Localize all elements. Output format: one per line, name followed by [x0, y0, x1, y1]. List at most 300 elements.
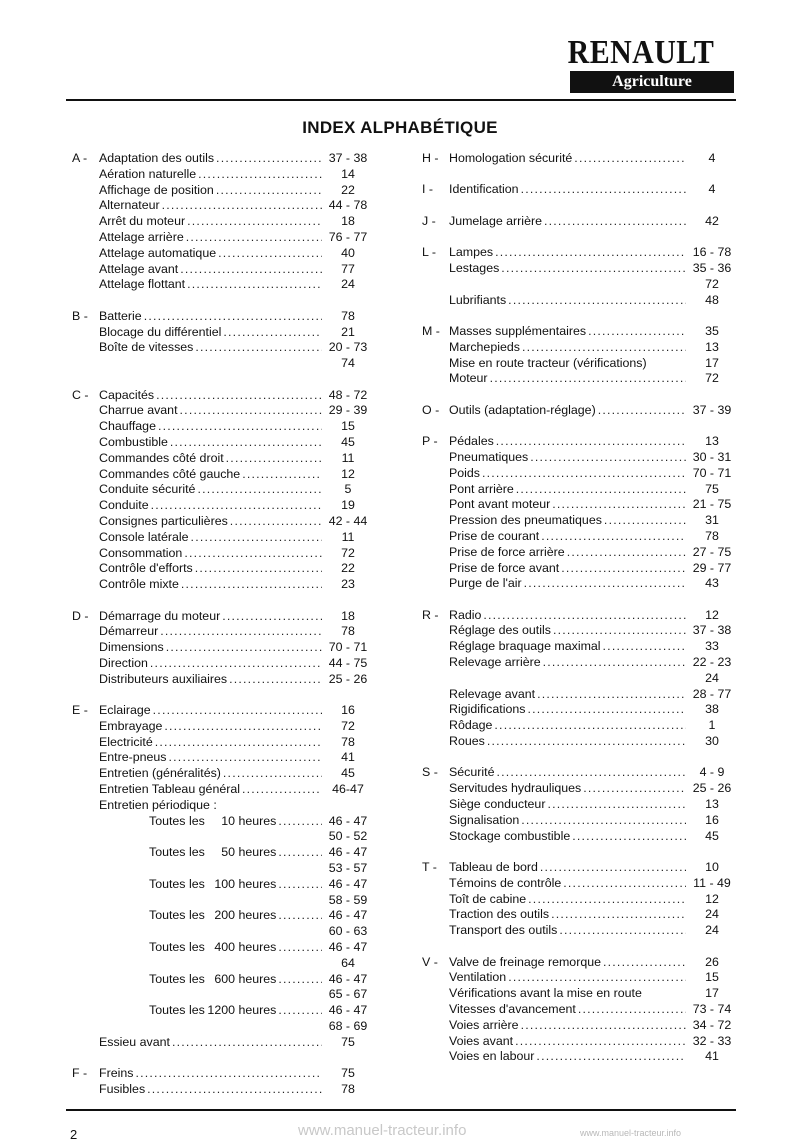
entry-label: Tableau de bord: [449, 860, 538, 875]
interval-label: [99, 845, 276, 861]
section-letter: S -: [422, 765, 438, 780]
entry-pages: 23: [341, 577, 355, 592]
entry-pages: 46 - 47: [328, 845, 368, 860]
dot-leader: [547, 797, 686, 813]
interval-label: [99, 814, 276, 830]
index-entry: [72, 435, 372, 451]
dot-leader: [155, 735, 322, 751]
dot-leader: [242, 782, 322, 798]
entry-pages-continued: [72, 1019, 372, 1035]
entry-label: Identification: [449, 182, 519, 197]
entry-label: Contrôle mixte: [99, 577, 179, 592]
dot-leader: [187, 214, 322, 230]
entry-pages: 22 - 23: [692, 655, 732, 670]
dot-leader: [515, 1034, 686, 1050]
index-entry: [72, 750, 372, 766]
entry-label: Console latérale: [99, 529, 189, 544]
maintenance-interval: [72, 940, 372, 956]
dot-leader: [588, 324, 686, 340]
entry-label: Attelage automatique: [99, 245, 217, 260]
entry-pages: 45: [341, 434, 355, 449]
entry-pages: 78: [341, 624, 355, 639]
entry-label: Homologation sécurité: [449, 151, 573, 165]
entry-label: Purge de l'air: [449, 576, 522, 591]
interval-hours: 1200: [207, 1003, 235, 1018]
entry-label: Traction des outils: [449, 907, 550, 922]
entry-pages-continued: [72, 861, 372, 877]
dot-leader: [516, 482, 686, 498]
index-column-left: [72, 151, 372, 1113]
entry-label: Pont avant moteur: [449, 497, 551, 512]
index-section: [72, 703, 372, 1051]
dot-leader: [198, 167, 322, 183]
entry-label: Charrue avant: [99, 403, 178, 418]
section-letter: R -: [422, 607, 439, 622]
dot-leader: [216, 151, 322, 167]
entry-label: Attelage flottant: [99, 277, 186, 292]
interval-word: Toutes les: [149, 813, 205, 828]
entry-pages: 46 - 47: [328, 908, 368, 923]
entry-pages: 12: [341, 466, 355, 481]
logo-brand-name: RENAULT: [567, 34, 715, 71]
dot-leader: [195, 340, 322, 356]
index-entry: [422, 466, 736, 482]
entry-pages: 29 - 77: [692, 560, 732, 575]
index-entry: [72, 419, 372, 435]
dot-leader: [186, 230, 322, 246]
entry-pages: 21: [341, 324, 355, 339]
entry-label: Démarreur: [99, 624, 159, 639]
entry-label: Prise de force avant: [449, 560, 560, 575]
dot-leader: [490, 371, 686, 387]
dot-leader: [496, 434, 686, 450]
dot-leader: [230, 514, 322, 530]
dot-leader: [508, 970, 686, 986]
entry-label: Entretien Tableau général: [99, 782, 240, 797]
dot-leader: [278, 972, 322, 988]
entry-pages: 30 - 31: [692, 449, 732, 464]
entry-label: Direction: [99, 655, 148, 670]
entry-label: Aération naturelle: [99, 166, 197, 181]
index-entry: [72, 735, 372, 751]
entry-pages: 13: [705, 434, 719, 449]
entry-label: Démarrage du moteur: [99, 608, 221, 623]
section-letter: D -: [72, 608, 89, 623]
dot-leader: [218, 246, 322, 262]
entry-pages: 46 - 47: [328, 876, 368, 891]
entry-label: Pression des pneumatiques: [449, 513, 602, 528]
entry-label: Radio: [449, 607, 482, 622]
entry-label: Combustible: [99, 434, 168, 449]
entry-label: Attelage arrière: [99, 229, 184, 244]
footer-rule: [66, 1109, 736, 1111]
interval-unit: heures: [238, 940, 277, 955]
index-section: [72, 388, 372, 593]
entry-pages-extra: 50 - 52: [328, 829, 368, 844]
entry-pages: 12: [705, 891, 719, 906]
dot-leader: [223, 766, 322, 782]
entry-pages: 22: [341, 561, 355, 576]
watermark-small: www.manuel-tracteur.info: [580, 1128, 682, 1138]
index-entry: [72, 514, 372, 530]
dot-leader: [544, 214, 686, 230]
interval-unit: heures: [238, 813, 277, 828]
interval-unit: heures: [238, 845, 277, 860]
index-entry: [422, 340, 736, 356]
entry-label: Réglage braquage maximal: [449, 639, 601, 654]
entry-label: Consignes particulières: [99, 513, 228, 528]
dot-leader: [162, 198, 322, 214]
dot-leader: [180, 403, 322, 419]
dot-leader: [536, 1049, 686, 1065]
entry-pages: 24: [705, 923, 719, 938]
entry-pages-extra: 24: [705, 670, 719, 685]
entry-pages: 10: [705, 860, 719, 875]
entry-pages-extra: 68 - 69: [328, 1019, 368, 1034]
entry-pages: 22: [341, 182, 355, 197]
entry-pages: 78: [341, 308, 355, 323]
entry-label: Conduite: [99, 498, 149, 513]
section-letter: B -: [72, 308, 88, 323]
entry-pages-continued: [72, 924, 372, 940]
entry-pages-continued: [72, 987, 372, 1003]
dot-leader: [144, 309, 322, 325]
index-entry: [72, 246, 372, 262]
index-entry: [72, 624, 372, 640]
interval-word: Toutes les: [149, 908, 205, 923]
entry-label: Valve de freinage remorque: [449, 954, 601, 969]
entry-pages: 11 - 49: [693, 875, 731, 890]
entry-pages-extra: 65 - 67: [328, 987, 368, 1002]
entry-pages: 78: [705, 528, 719, 543]
entry-label: Vérifications avant la mise en route: [449, 986, 642, 1001]
entry-label: Attelage avant: [99, 261, 179, 276]
interval-hours: 100: [214, 876, 235, 891]
entry-pages: 4: [708, 182, 716, 197]
dot-leader: [540, 860, 686, 876]
entry-pages: 78: [341, 734, 355, 749]
index-entry: [422, 513, 736, 529]
entry-label: Sécurité: [449, 765, 495, 780]
index-section: [422, 860, 736, 939]
watermark: www.manuel-tracteur.info: [298, 1122, 467, 1139]
index-entry: [72, 340, 372, 356]
index-section: [72, 1066, 372, 1098]
section-letter: O -: [422, 402, 440, 417]
index-entry: [422, 765, 736, 781]
maintenance-interval: [72, 877, 372, 893]
dot-leader: [172, 1035, 322, 1051]
dot-leader: [541, 529, 686, 545]
entry-label: Prise de force arrière: [449, 544, 565, 559]
index-entry: [72, 766, 372, 782]
index-entry: [72, 609, 372, 625]
index-entry: [72, 798, 372, 814]
entry-pages: 24: [705, 907, 719, 922]
index-entry: [422, 434, 736, 450]
entry-pages-extra: 74: [341, 356, 355, 371]
index-entry: [422, 734, 736, 750]
entry-label: Poids: [449, 465, 480, 480]
entry-pages: 46-47: [332, 782, 364, 797]
interval-hours: 10: [221, 813, 235, 828]
entry-label: Lestages: [449, 260, 500, 275]
index-entry: [422, 892, 736, 908]
index-entry: [422, 293, 736, 309]
entry-label: Capacités: [99, 387, 155, 402]
dot-leader: [495, 245, 686, 261]
entry-pages: 11: [341, 450, 355, 465]
index-section: [422, 955, 736, 1066]
index-entry: [422, 450, 736, 466]
dot-leader: [184, 546, 322, 562]
entry-label: Voies en labour: [449, 1049, 535, 1064]
interval-word: Toutes les: [149, 845, 205, 860]
entry-label: Transport des outils: [449, 923, 558, 938]
index-section: [422, 214, 736, 230]
interval-hours: 600: [214, 971, 235, 986]
logo-brand-sub: Agriculture: [570, 71, 734, 93]
index-section: [72, 609, 372, 688]
dot-leader: [226, 451, 322, 467]
entry-pages: 41: [341, 750, 355, 765]
entry-label: Commandes côté droit: [99, 450, 224, 465]
entry-label: Distributeurs auxiliaires: [99, 671, 228, 686]
dot-leader: [164, 719, 322, 735]
interval-unit: heures: [238, 876, 277, 891]
dot-leader: [604, 513, 686, 529]
interval-label: [99, 908, 276, 924]
entry-label: Marchepieds: [449, 339, 520, 354]
entry-label: Toît de cabine: [449, 891, 527, 906]
index-entry: [422, 214, 736, 230]
entry-label: Arrêt du moteur: [99, 214, 186, 229]
entry-pages: 44 - 78: [328, 198, 368, 213]
entry-pages: 16: [341, 703, 355, 718]
entry-pages: 15: [341, 419, 355, 434]
entry-pages: 17: [705, 355, 719, 370]
entry-pages: 11: [341, 529, 355, 544]
entry-pages: 37 - 39: [692, 402, 732, 417]
interval-label: [99, 972, 276, 988]
index-entry: [72, 530, 372, 546]
entry-label: Relevage arrière: [449, 655, 541, 670]
entry-pages: 72: [341, 545, 355, 560]
index-entry: [422, 245, 736, 261]
index-entry: [422, 482, 736, 498]
entry-pages-continued: [72, 956, 372, 972]
entry-label: Stockage combustible: [449, 828, 571, 843]
index-entry: [422, 876, 736, 892]
index-column-right: [422, 151, 736, 1081]
entry-pages: 4: [708, 151, 716, 165]
entry-pages: 40: [341, 245, 355, 260]
dot-leader: [603, 955, 686, 971]
section-letter: J -: [422, 213, 436, 228]
entry-pages: 13: [705, 339, 719, 354]
maintenance-interval: [72, 972, 372, 988]
index-entry: [72, 467, 372, 483]
dot-leader: [483, 608, 686, 624]
index-entry: [72, 782, 372, 798]
index-section: [422, 245, 736, 308]
index-entry: [422, 970, 736, 986]
dot-leader: [160, 624, 322, 640]
dot-leader: [530, 450, 686, 466]
entry-pages: 41: [705, 1049, 719, 1064]
dot-leader: [278, 877, 322, 893]
interval-unit: heures: [238, 908, 277, 923]
entry-label: Ventilation: [449, 970, 507, 985]
index-entry: [72, 719, 372, 735]
dot-leader: [501, 261, 686, 277]
entry-label: Jumelage arrière: [449, 213, 542, 228]
index-entry: [72, 1082, 372, 1098]
dot-leader: [598, 403, 686, 419]
index-entry: [72, 561, 372, 577]
dot-leader: [156, 388, 322, 404]
entry-label: Blocage du différentiel: [99, 324, 222, 339]
index-entry: [72, 672, 372, 688]
entry-pages-extra: 58 - 59: [328, 892, 368, 907]
entry-pages-continued: [422, 277, 736, 293]
dot-leader: [521, 1018, 686, 1034]
dot-leader: [195, 561, 322, 577]
index-entry: [72, 577, 372, 593]
dot-leader: [521, 182, 686, 198]
interval-label: [99, 1003, 276, 1019]
index-entry: [422, 702, 736, 718]
entry-pages: 46 - 47: [328, 1003, 368, 1018]
entry-pages-continued: [72, 893, 372, 909]
index-entry: [422, 639, 736, 655]
entry-pages-extra: 64: [341, 955, 355, 970]
entry-pages-continued: [72, 829, 372, 845]
entry-label: Commandes côté gauche: [99, 466, 241, 481]
dot-leader: [187, 277, 322, 293]
entry-pages: 72: [705, 371, 719, 386]
dot-leader: [528, 892, 686, 908]
dot-leader: [181, 577, 322, 593]
dot-leader: [278, 940, 322, 956]
section-letter: I -: [422, 182, 434, 197]
index-entry: [422, 860, 736, 876]
entry-pages: 75: [341, 1034, 355, 1049]
dot-leader: [278, 908, 322, 924]
index-entry: [422, 655, 736, 671]
index-section: [422, 324, 736, 387]
index-entry: [422, 182, 736, 198]
index-section: [422, 608, 736, 750]
dot-leader: [578, 1002, 686, 1018]
entry-pages: 24: [341, 277, 355, 292]
entry-pages: 42 - 44: [328, 513, 368, 528]
dot-leader: [551, 907, 686, 923]
entry-pages: 37 - 38: [328, 151, 368, 165]
entry-pages: 27 - 75: [692, 544, 732, 559]
page-title: INDEX ALPHABÉTIQUE: [302, 118, 498, 137]
dot-leader: [527, 702, 686, 718]
interval-unit: heures: [238, 1003, 277, 1018]
entry-label: Rigidifications: [449, 702, 526, 717]
dot-leader: [583, 781, 686, 797]
index-entry: [72, 325, 372, 341]
entry-pages: 33: [705, 639, 719, 654]
entry-pages: 76 - 77: [328, 229, 368, 244]
dot-leader: [242, 467, 322, 483]
interval-hours: 400: [214, 940, 235, 955]
entry-label: Entretien (généralités): [99, 766, 221, 781]
index-section: [72, 151, 372, 293]
dot-leader: [229, 672, 322, 688]
dot-leader: [166, 640, 322, 656]
entry-pages: 14: [341, 166, 355, 181]
entry-pages: 77: [341, 261, 355, 276]
entry-label: Mise en route tracteur (vérifications): [449, 355, 647, 370]
index-entry: [72, 277, 372, 293]
maintenance-interval: [72, 1003, 372, 1019]
entry-label: Entre-pneus: [99, 750, 167, 765]
dot-leader: [278, 814, 322, 830]
entry-pages: 78: [341, 1082, 355, 1096]
index-entry: [72, 482, 372, 498]
entry-pages-extra: 60 - 63: [328, 924, 368, 939]
interval-label: [99, 940, 276, 956]
entry-pages: 25 - 26: [328, 671, 368, 686]
entry-label: Lubrifiants: [449, 292, 507, 307]
entry-pages: 1: [708, 718, 716, 733]
entry-pages: 34 - 72: [692, 1017, 732, 1032]
entry-pages: 46 - 47: [328, 940, 368, 955]
header-rule: [66, 99, 736, 101]
dot-leader: [278, 1003, 322, 1019]
index-entry: [72, 703, 372, 719]
index-entry: [422, 797, 736, 813]
dot-leader: [158, 419, 322, 435]
page-number: 2: [70, 1127, 78, 1142]
index-entry: [422, 1034, 736, 1050]
entry-pages: 35 - 36: [692, 260, 732, 275]
interval-hours: 50: [221, 845, 235, 860]
interval-word: Toutes les: [149, 971, 205, 986]
dot-leader: [180, 262, 322, 278]
dot-leader: [552, 497, 686, 513]
entry-label: Affichage de position: [99, 182, 214, 197]
entry-label: Signalisation: [449, 812, 520, 827]
entry-label: Chauffage: [99, 419, 156, 434]
index-entry: [422, 923, 736, 939]
dot-leader: [603, 639, 686, 655]
entry-label: Roues: [449, 734, 485, 749]
index-section: [422, 403, 736, 419]
index-entry: [422, 324, 736, 340]
index-entry: [422, 781, 736, 797]
index-entry: [72, 230, 372, 246]
entry-pages: 46 - 47: [328, 813, 368, 828]
section-letter: T -: [422, 860, 437, 875]
index-entry: [422, 623, 736, 639]
index-entry: [422, 545, 736, 561]
index-section: [422, 434, 736, 592]
interval-word: Toutes les: [149, 940, 205, 955]
section-letter: A -: [72, 151, 88, 165]
dot-leader: [222, 609, 322, 625]
index-entry: [422, 829, 736, 845]
dot-leader: [572, 829, 686, 845]
index-entry: [422, 576, 736, 592]
entry-pages: 28 - 77: [692, 686, 732, 701]
dot-leader: [508, 293, 686, 309]
